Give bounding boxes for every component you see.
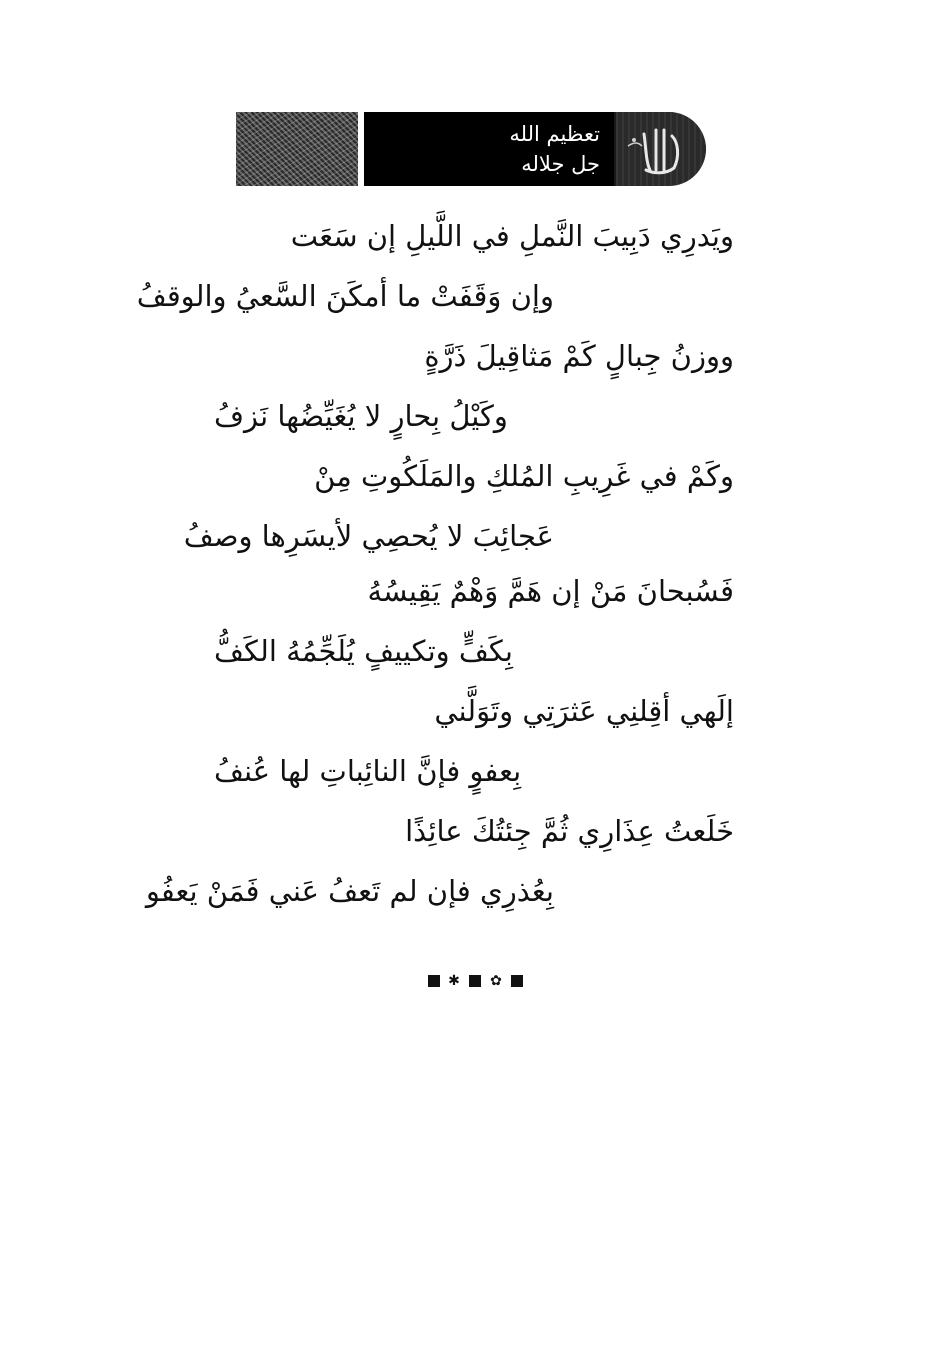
square-icon	[511, 975, 523, 987]
chapter-title: تعظيم الله	[509, 122, 600, 146]
banner-logo	[616, 112, 706, 186]
allah-calligraphy-icon	[616, 112, 706, 186]
square-icon	[428, 975, 440, 987]
poem-line-4-second-hemistich: بِكَفٍّ وتكييفٍ يُلَجِّمُهُ الكَفُّ	[214, 634, 514, 668]
poem-line-5-first-hemistich: إلَهي أقِلنِي عَثرَتِي وتَوَلَّني	[434, 694, 734, 728]
poem-line-2-first-hemistich: ووزنُ جِبالٍ كَمْ مَثاقِيلَ ذَرَّةٍ	[424, 339, 734, 373]
poem-line-5-second-hemistich: بِعفوٍ فإنَّ النائِباتِ لها عُنفُ	[214, 754, 522, 788]
poem-line-3-first-hemistich: وكَمْ في غَرِيبِ المُلكِ والمَلَكُوتِ مِنْ	[314, 459, 734, 493]
chapter-subtitle: جل جلاله	[521, 152, 600, 176]
chapter-header-banner	[236, 112, 706, 186]
poem-line-2-second-hemistich: وكَيْلُ بِحارٍ لا يُغَيِّضُها نَزفُ	[214, 399, 508, 433]
square-icon	[469, 975, 481, 987]
poem-line-6-first-hemistich: خَلَعتُ عِذَارِي ثُمَّ جِئتُكَ عائِذًا	[405, 814, 734, 848]
banner-texture-decoration	[236, 112, 364, 186]
star-icon: ✱	[448, 973, 460, 989]
poem-line-3-second-hemistich: عَجائِبَ لا يُحصِي لأيسَرِها وصفُ	[183, 519, 554, 553]
flower-icon: ✿	[490, 973, 502, 989]
poem-line-4-first-hemistich: فَسُبحانَ مَنْ إن هَمَّ وَهْمٌ يَقِيسُهُ	[367, 574, 734, 608]
poem-line-6-second-hemistich: بِعُذرِي فإن لم تَعفُ عَني فَمَنْ يَعفُو	[145, 874, 554, 908]
banner-title-box	[364, 112, 614, 186]
poem-line-1-first-hemistich: ويَدرِي دَبِيبَ النَّملِ في اللَّيلِ إن سَعَت	[290, 219, 734, 253]
section-end-ornament	[428, 972, 524, 990]
poem-line-1-second-hemistich: وإن وَقَفَتْ ما أمكَنَ السَّعيُ والوقفُ	[136, 279, 554, 313]
